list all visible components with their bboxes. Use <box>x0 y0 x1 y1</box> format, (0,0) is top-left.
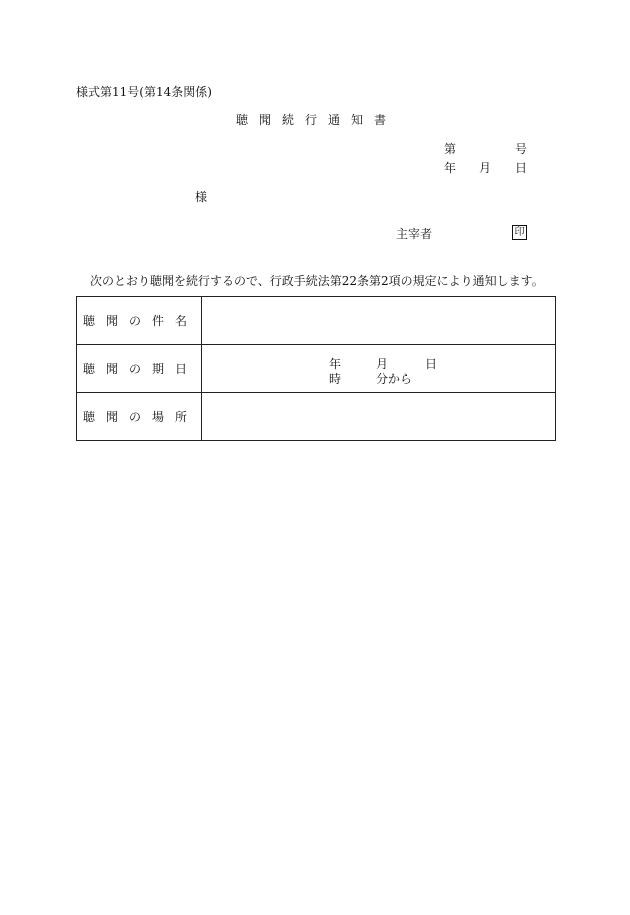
table-row <box>77 297 556 345</box>
ref-number-prefix: 第 <box>444 142 457 156</box>
host-label: 主宰者 <box>396 227 433 241</box>
date-day-label: 日 <box>515 161 528 175</box>
hearing-month-label: 月 <box>376 357 389 371</box>
row-label-subject: 聴聞の件名 <box>77 297 202 345</box>
document-title: 聴聞続行通知書 <box>236 113 398 127</box>
hearing-minute-label: 分から <box>376 372 413 386</box>
row-value-date <box>202 345 556 393</box>
ref-number-suffix: 号 <box>515 142 528 156</box>
row-value-subject <box>202 297 556 345</box>
row-label-place: 聴聞の場所 <box>77 393 202 441</box>
row-label-date: 聴聞の期日 <box>77 345 202 393</box>
notice-text: 次のとおり聴聞を続行するので、行政手続法第22条第2項の規定により通知します。 <box>90 274 544 288</box>
hearing-day-label: 日 <box>425 357 438 371</box>
date-month-label: 月 <box>479 161 492 175</box>
date-year-label: 年 <box>444 161 457 175</box>
hearing-year-label: 年 <box>329 357 342 371</box>
row-value-place <box>202 393 556 441</box>
table-row <box>77 393 556 441</box>
table-row <box>77 345 556 393</box>
addressee-honorific: 様 <box>195 190 208 204</box>
hearing-hour-label: 時 <box>329 372 342 386</box>
seal-box: 印 <box>512 225 527 240</box>
form-number: 様式第11号(第14条関係) <box>76 85 212 99</box>
hearing-info-table <box>76 296 556 441</box>
